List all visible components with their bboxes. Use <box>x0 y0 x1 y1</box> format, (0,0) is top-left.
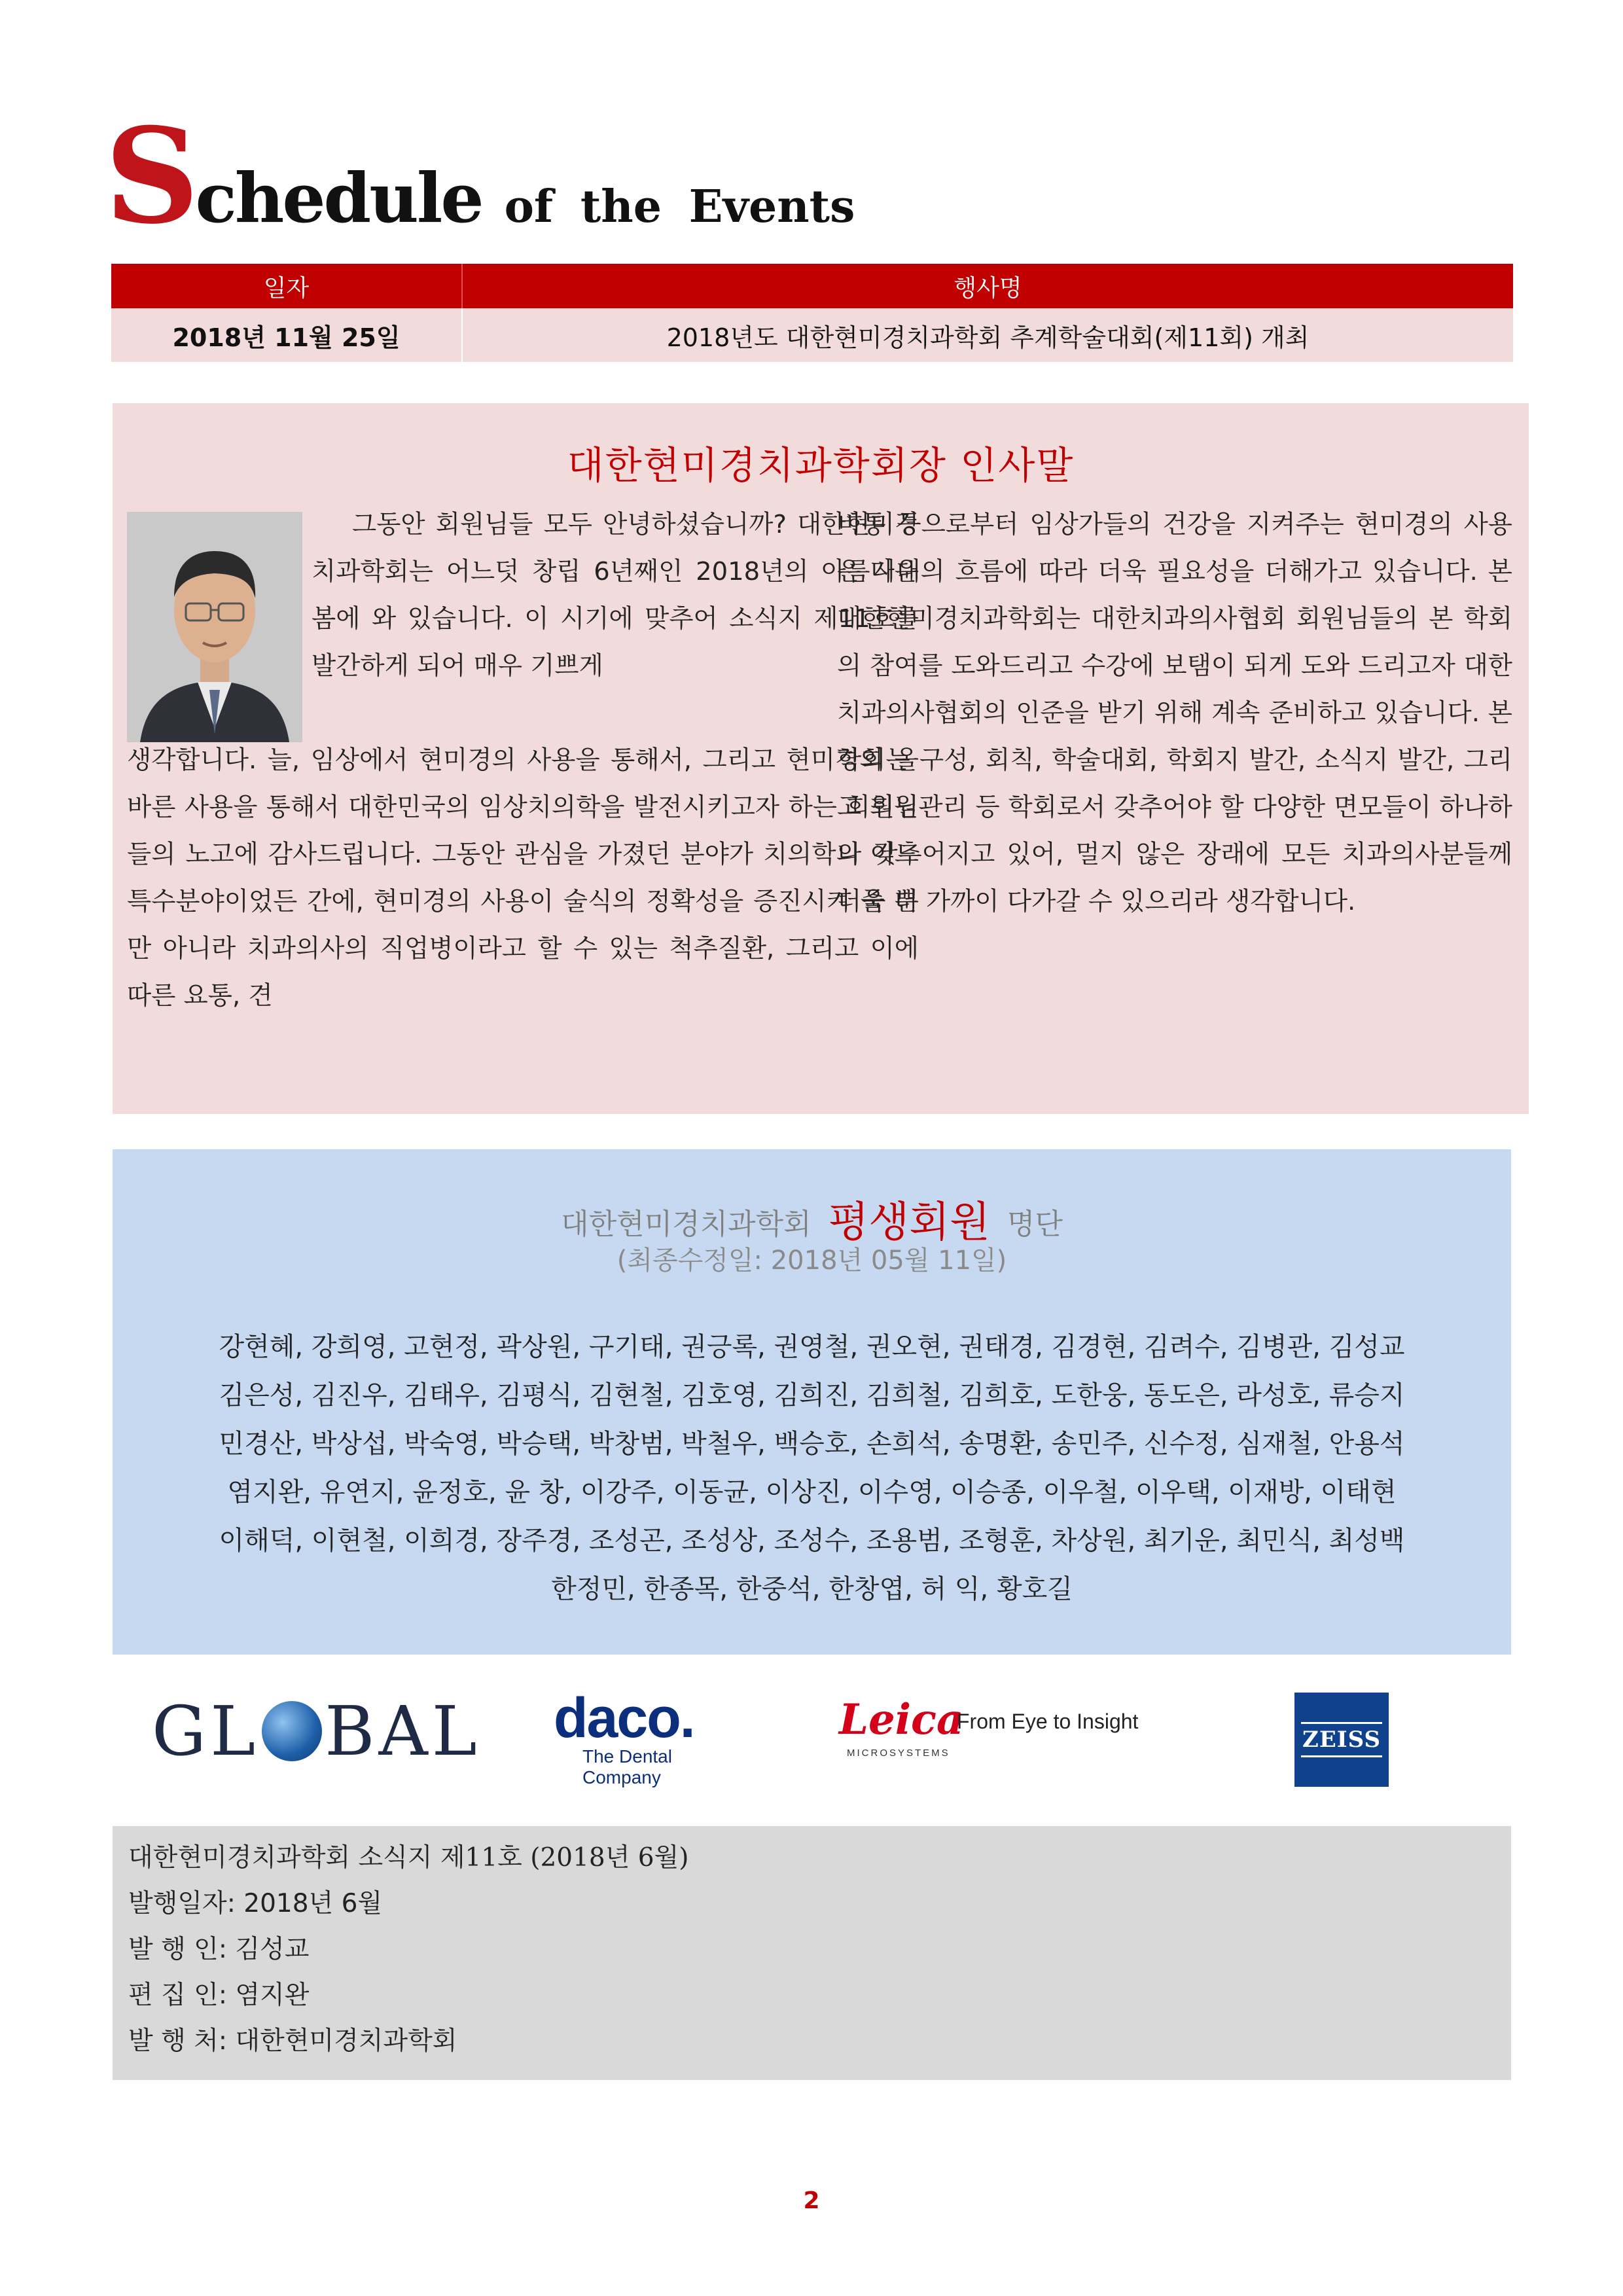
leica-logo <box>839 1695 1139 1767</box>
president-photo <box>127 512 302 742</box>
page-number: 2 <box>803 2187 820 2214</box>
office-line <box>128 2018 689 2064</box>
heading-initial: S <box>105 99 196 253</box>
schedule-header-date: 일자 <box>111 264 463 308</box>
greeting-paragraph-1-cont: 생각합니다. 늘, 임상에서 현미경의 사용을 통해서, 그리고 현미경의 올바른 사용을 통해서 대한민국의 임상치의학을 발전시키고자 하는 회원님들의 노고에 감사드립니다. 그동안 관심을 가졌던 분야가 치의학의 어느 특수분야이었든 간에, 현미경의 사용이 술식의 정확성을 증진시켜 줄 뿐만 아니라 치과의사의 직업병이라고 할 수 있는 척추질환, 그리고 이에 따른 요통, 견 <box>127 745 919 1011</box>
publication-info <box>113 1826 1511 2080</box>
list-item: 한정민, 한종목, 한중석, 한창엽, 허 익, 황호길 <box>551 1574 1073 1604</box>
list-item: 민경산, 박상섭, 박숙영, 박승택, 박창범, 박철우, 백승호, 손희석, 송명환, 송민주, 신수정, 심재철, 안용석 <box>219 1429 1405 1459</box>
leica-logo-text: Leica <box>839 1695 964 1744</box>
portrait-image <box>127 512 302 742</box>
table-row <box>111 308 1513 362</box>
heading-word: chedule <box>195 158 482 238</box>
issue-date-line <box>128 1881 689 1927</box>
list-item: 강현혜, 강희영, 고현정, 곽상원, 구기태, 권긍록, 권영철, 권오현, 권태경, 김경현, 김려수, 김병관, 김성교 <box>219 1332 1405 1362</box>
greeting-title: 대한현미경치과학회장 인사말 <box>567 443 1075 488</box>
members-title-highlight: 평생회원 <box>828 1198 990 1247</box>
zeiss-logo-text: ZEISS <box>1301 1722 1382 1757</box>
issue-date-label: 발행일자: <box>128 1889 236 1918</box>
global-logo-text-left: GL <box>152 1691 260 1771</box>
editor-line <box>128 1973 689 2018</box>
global-logo-text-right: BAL <box>325 1691 481 1771</box>
schedule-table <box>111 264 1513 362</box>
schedule-event-cell: 2018년도 대한현미경치과학회 추계학술대회(제11회) 개최 <box>666 323 1310 352</box>
heading-tail: of the Events <box>504 181 855 233</box>
daco-logo-text: daco. <box>554 1687 694 1749</box>
members-updated-date: (최종수정일: 2018년 05월 11일) <box>616 1246 1007 1276</box>
lifetime-members-section <box>113 1149 1511 1655</box>
greeting-paragraph-1: 그동안 회원님들 모두 안녕하셨습니까? 대한현미경치과학회는 어느덧 창립 6년째인 2018년의 아름다운 봄에 와 있습니다. 이 시기에 맞추어 소식지 제11호를 발간하게 되어 매우 기쁘게 <box>312 510 919 681</box>
publisher-value: 김성교 <box>235 1935 310 1964</box>
members-title-prefix: 대한현미경치과학회 <box>561 1208 812 1241</box>
list-item: 이해덕, 이현철, 이희경, 장주경, 조성곤, 조성상, 조성수, 조용범, 조형훈, 차상원, 최기운, 최민식, 최성백 <box>219 1526 1405 1556</box>
globe-icon <box>262 1701 322 1761</box>
publication-info-lines <box>128 1835 689 2064</box>
schedule-date-cell: 2018년 11월 25일 <box>111 308 463 362</box>
daco-logo <box>554 1686 750 1787</box>
list-item: 염지완, 유연지, 윤정호, 윤 창, 이강주, 이동균, 이상진, 이수영, 이승종, 이우철, 이우택, 이재방, 이태현 <box>227 1477 1397 1507</box>
newsletter-headline: 대한현미경치과학회 소식지 제11호 (2018년 6월) <box>128 1843 689 1873</box>
greeting-column-2 <box>837 501 1512 925</box>
leica-tagline: From Eye to Insight <box>957 1710 1139 1733</box>
members-title-suffix: 명단 <box>1007 1208 1063 1241</box>
zeiss-logo <box>1294 1693 1389 1787</box>
greeting-column-1-top <box>312 501 919 690</box>
editor-value: 염지완 <box>235 1981 310 2010</box>
page-heading <box>105 99 855 253</box>
schedule-header-row <box>111 264 1513 308</box>
office-label: 발 행 처: <box>128 2026 227 2056</box>
publisher-label: 발 행 인: <box>128 1935 227 1964</box>
daco-logo-subtitle: The Dental Company <box>582 1746 672 1787</box>
editor-label: 편 집 인: <box>128 1981 227 2010</box>
list-item: 김은성, 김진우, 김태우, 김평식, 김현철, 김호영, 김희진, 김희철, 김희호, 도한웅, 동도은, 라성호, 류승지 <box>219 1380 1405 1410</box>
greeting-paragraph-2: 비통 등으로부터 임상가들의 건강을 지켜주는 현미경의 사용은 시대의 흐름에 따라 더욱 필요성을 더해가고 있습니다. 본 대한현미경치과학회는 대한치과의사협회 회원님들의 본 학회의 참여를 도와드리고 수강에 보탬이 되게 도와 드리고자 대한치과의사협회의 인준을 받기 위해 계속 준비하고 있습니다. 본 학회는 구성, 회칙, 학술대회, 학회지 발간, 소식지 발간, 그리고 회원관리 등 학회로서 갖추어야 할 다양한 면모들이 하나하나 갖추어지고 있어, 멀지 않은 장래에 모든 치과의사분들께 더욱 더 가까이 다가갈 수 있으리라 생각합니다. <box>837 510 1512 916</box>
greeting-section <box>113 403 1529 1114</box>
leica-logo-subtitle: MICROSYSTEMS <box>847 1748 950 1759</box>
members-list <box>113 1323 1511 1613</box>
office-value: 대한현미경치과학회 <box>235 2026 457 2056</box>
greeting-column-1-bottom <box>127 737 919 1020</box>
issue-date-value: 2018년 6월 <box>243 1889 383 1918</box>
schedule-header-event: 행사명 <box>954 274 1022 302</box>
global-logo <box>152 1691 481 1771</box>
publisher-line <box>128 1927 689 1973</box>
